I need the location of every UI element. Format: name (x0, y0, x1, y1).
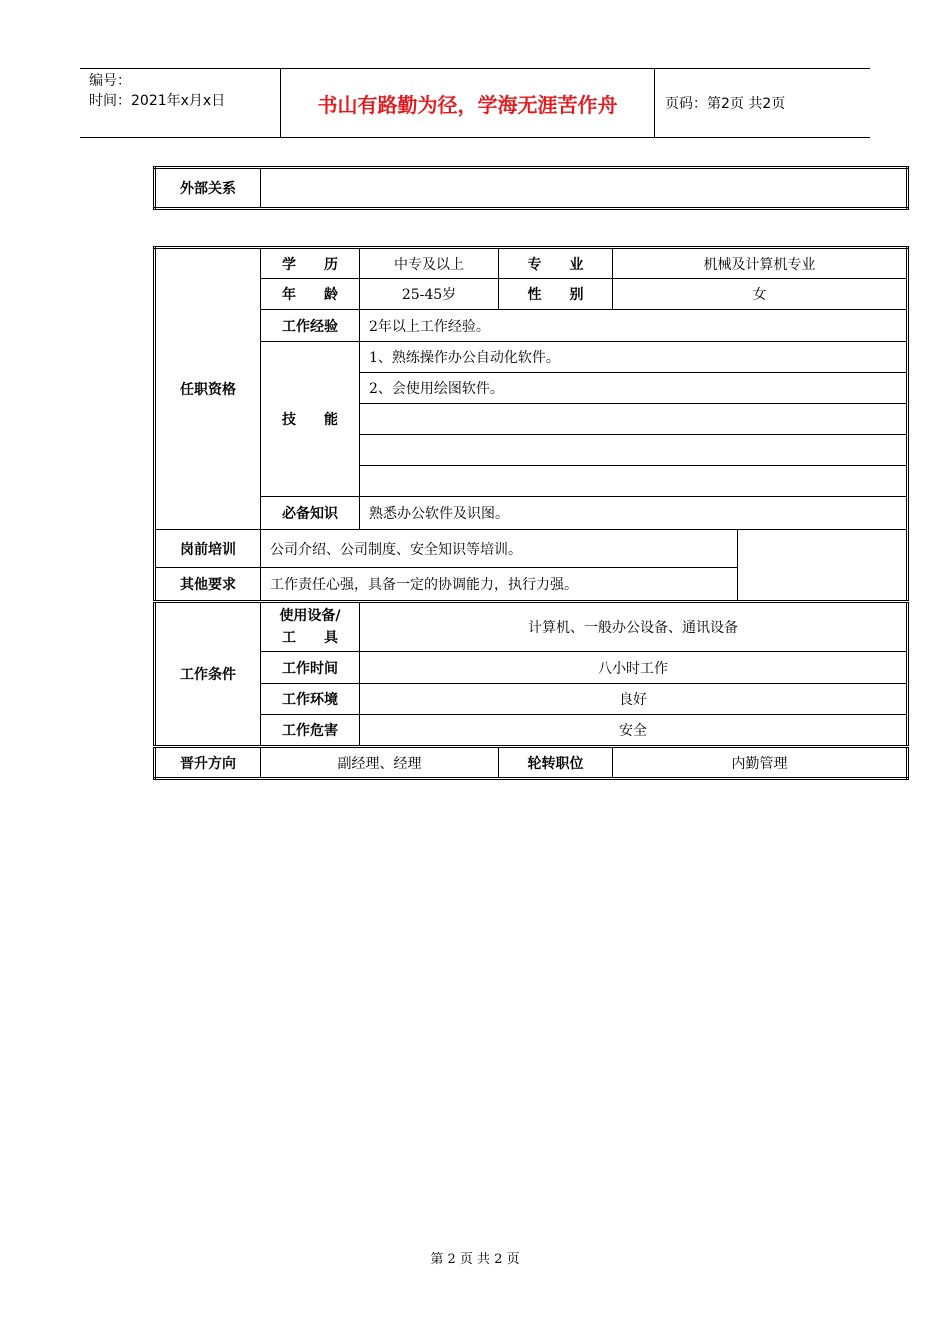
skill-item (360, 466, 908, 497)
education-label: 学 历 (261, 248, 360, 279)
table-row (155, 684, 908, 715)
training-value: 公司介绍、公司制度、安全知识等培训。 (261, 530, 738, 568)
education-value: 中专及以上 (360, 248, 499, 279)
table-row (155, 715, 908, 747)
equipment-value: 计算机、一般办公设备、通讯设备 (360, 602, 908, 652)
experience-label: 工作经验 (261, 310, 360, 342)
other-requirements-value: 工作责任心强，具备一定的协调能力，执行力强。 (261, 568, 738, 602)
external-value (261, 168, 908, 209)
table-row (155, 279, 908, 310)
conditions-section-label: 工作条件 (155, 602, 261, 747)
hazard-value: 安全 (360, 715, 908, 747)
promotion-label: 晋升方向 (155, 747, 261, 779)
equipment-label-line1: 使用设备/ (279, 608, 341, 624)
page-header (80, 68, 870, 138)
qualifications-section-label: 任职资格 (155, 248, 261, 530)
external-label: 外部关系 (155, 168, 261, 209)
table-row (155, 602, 908, 652)
skill-item: 2、会使用绘图软件。 (360, 373, 908, 404)
table-row (155, 310, 908, 342)
table-row (155, 248, 908, 279)
page-info: 页码：第2页 共2页 (665, 96, 786, 112)
major-label: 专 业 (499, 248, 613, 279)
knowledge-value: 熟悉办公软件及识图。 (360, 497, 908, 530)
skill-item (360, 404, 908, 435)
skill-item: 1、熟练操作办公自动化软件。 (360, 342, 908, 373)
table-row (155, 652, 908, 684)
table-row (155, 497, 908, 530)
equipment-label (261, 602, 360, 652)
hours-value: 八小时工作 (360, 652, 908, 684)
experience-value: 2年以上工作经验。 (360, 310, 908, 342)
hazard-label: 工作危害 (261, 715, 360, 747)
age-label: 年 龄 (261, 279, 360, 310)
rotation-value: 内勤管理 (613, 747, 908, 779)
hours-label: 工作时间 (261, 652, 360, 684)
page-footer: 第 2 页 共 2 页 (430, 1252, 520, 1267)
other-requirements-label: 其他要求 (155, 568, 261, 602)
promotion-value: 副经理、经理 (261, 747, 499, 779)
age-value: 25-45岁 (360, 279, 499, 310)
gender-label: 性 别 (499, 279, 613, 310)
rotation-label: 轮转职位 (499, 747, 613, 779)
table-row (155, 530, 908, 568)
table-row (155, 568, 908, 602)
skills-label: 技 能 (261, 342, 360, 497)
major-value: 机械及计算机专业 (613, 248, 908, 279)
time-label: 时间：2021年x月x日 (89, 93, 226, 109)
equipment-label-line2: 工 具 (282, 630, 338, 646)
table-row (155, 747, 908, 779)
header-meta (80, 69, 281, 137)
knowledge-label: 必备知识 (261, 497, 360, 530)
table-row (155, 342, 908, 373)
environment-value: 良好 (360, 684, 908, 715)
motto: 书山有路勤为径，学海无涯苦作舟 (281, 69, 655, 137)
training-label: 岗前培训 (155, 530, 261, 568)
environment-label: 工作环境 (261, 684, 360, 715)
table-row (155, 168, 908, 209)
number-label: 编号： (89, 73, 131, 89)
gender-value: 女 (613, 279, 908, 310)
external-relations-table (153, 166, 909, 210)
requirements-table (153, 246, 909, 780)
skill-item (360, 435, 908, 466)
